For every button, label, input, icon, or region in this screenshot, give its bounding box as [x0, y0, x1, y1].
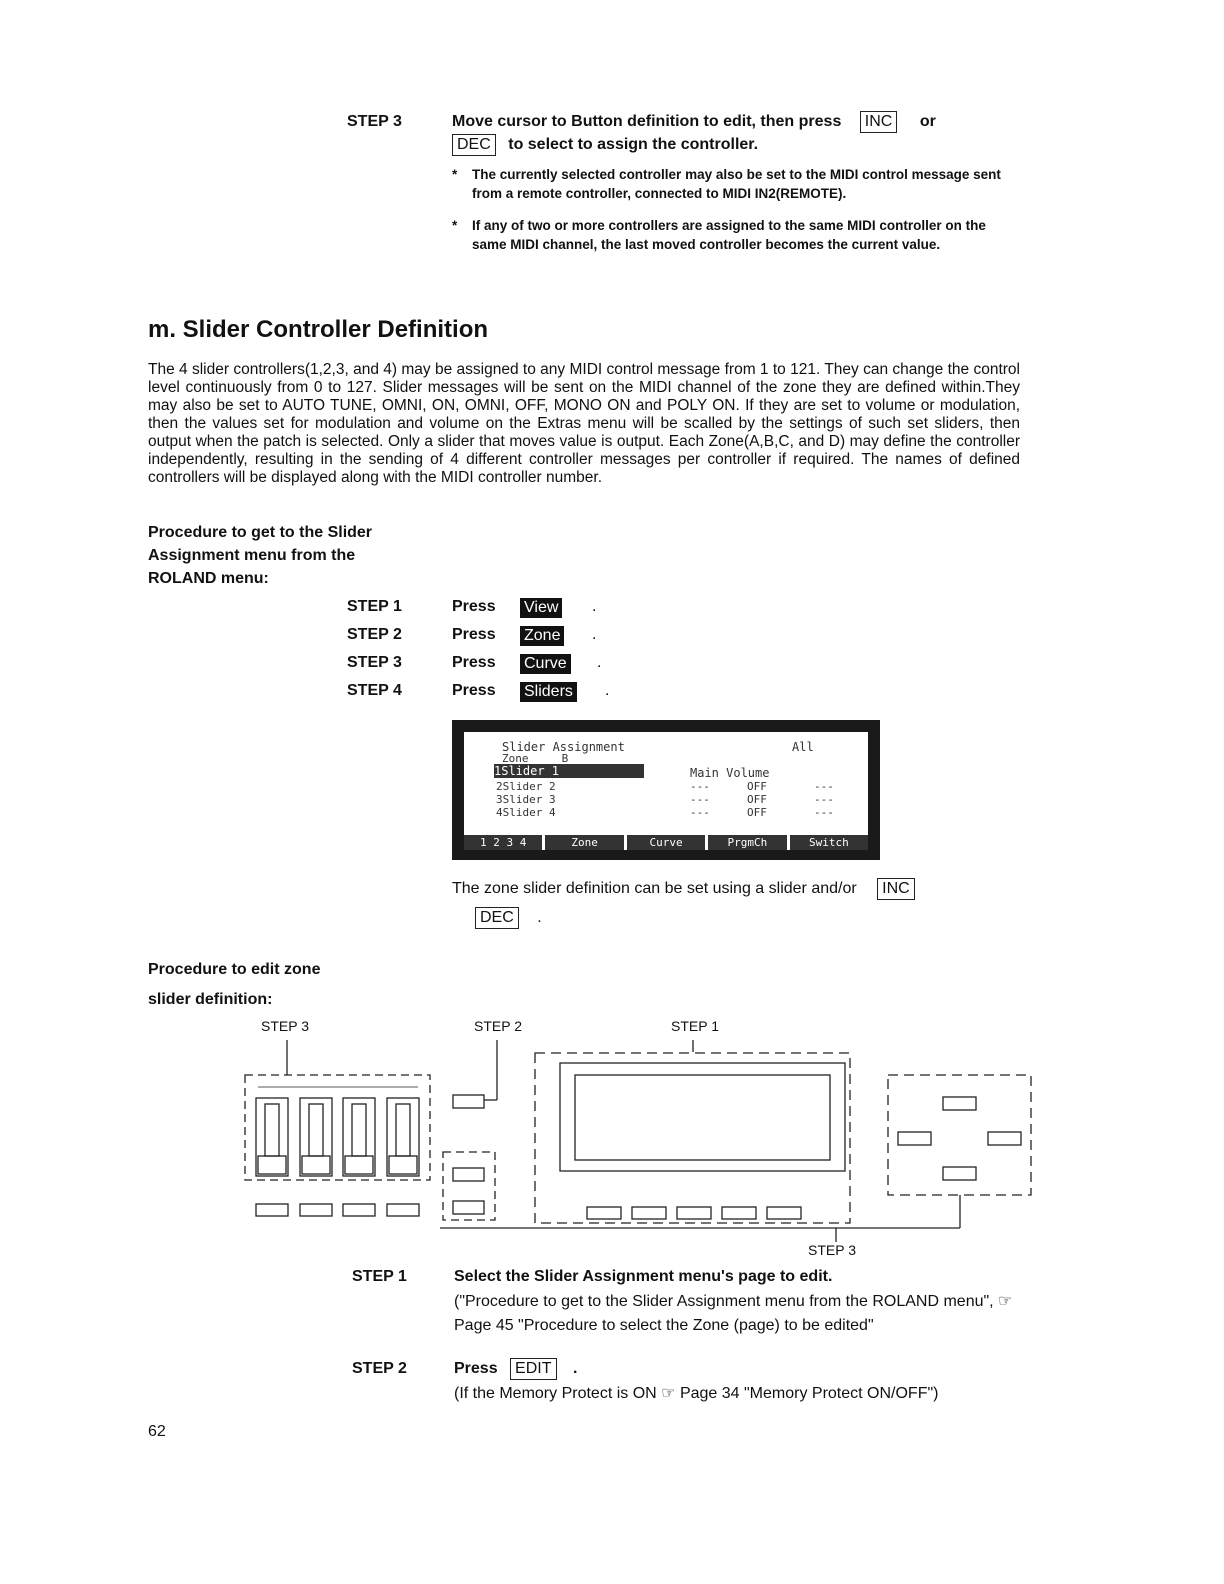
sliders-softkey: Sliders	[520, 682, 577, 702]
view-softkey: View	[520, 598, 562, 618]
lcd-menu-tab: Curve	[627, 835, 705, 850]
section-title: m. Slider Controller Definition	[148, 316, 489, 343]
lcd-menu-tab: PrgmCh	[708, 835, 786, 850]
bottom-step1-title: Select the Slider Assignment menu's page to edit.	[454, 1268, 833, 1285]
note-bullet-2: *	[452, 218, 458, 233]
diagram-step3-left: STEP 3	[261, 1018, 309, 1034]
bottom-step1-detail: ("Procedure to get to the Slider Assignment menu from the ROLAND menu", ☞ Page 45 "Procedure to select the Zone (page) to be edited"	[454, 1293, 1013, 1334]
proc1-step: STEP 2 Press Zone .	[347, 626, 597, 644]
proc1-step: STEP 3 Press Curve .	[347, 654, 602, 672]
lcd-selected-row: 1Slider 1	[494, 764, 644, 778]
lcd-screen: Slider Assignment All Zone B 1Slider 1 Main Volume 2Slider 2 --- OFF --- 3Slider 3 --- OFF --- 4Slider 4 --- OFF --- 1 2 3 4 Zone Curve PrgmCh Switch	[464, 732, 868, 850]
proc1-step: STEP 4 Press Sliders .	[347, 682, 610, 700]
procedure1-heading: Procedure to get to the Slider Assignment menu from the ROLAND menu:	[148, 524, 373, 587]
zone-softkey: Zone	[520, 626, 564, 646]
note-2: If any of two or more controllers are assigned to the same MIDI controller on the same MIDI channel, the last moved controller becomes the current value.	[472, 218, 986, 252]
dec-key: DEC	[475, 907, 519, 929]
after-lcd-line1: The zone slider definition can be set using a slider and/or INC	[452, 878, 915, 900]
page-number: 62	[148, 1423, 166, 1440]
edit-key: EDIT	[510, 1358, 556, 1380]
inc-key: INC	[877, 878, 915, 900]
dec-key: DEC	[452, 134, 496, 156]
note-bullet-1: *	[452, 167, 458, 182]
procedure2-heading: Procedure to edit zone slider definition:	[148, 961, 321, 1008]
top-instruction-line1: Move cursor to Button definition to edit, then press INC or	[452, 111, 936, 133]
inc-key: INC	[860, 111, 898, 133]
diagram-step1: STEP 1	[671, 1018, 719, 1034]
lcd-menu-tab: Zone	[545, 835, 623, 850]
diagram-step2: STEP 2	[474, 1018, 522, 1034]
lcd-menu-tab: Switch	[790, 835, 868, 850]
proc1-step: STEP 1 Press View .	[347, 598, 597, 616]
note-1: The currently selected controller may also be set to the MIDI control message sent from a remote controller, connected to MIDI IN2(REMOTE).	[472, 167, 1001, 201]
top-step-label: STEP 3	[347, 113, 402, 130]
bottom-step1-label: STEP 1	[352, 1268, 407, 1285]
top-instruction-line2: DEC to select to assign the controller.	[452, 134, 758, 156]
diagram-step3-bottom: STEP 3	[808, 1242, 856, 1258]
bottom-step2-detail: (If the Memory Protect is ON ☞ Page 34 "Memory Protect ON/OFF")	[454, 1385, 939, 1402]
curve-softkey: Curve	[520, 654, 571, 674]
section-body: The 4 slider controllers(1,2,3, and 4) may be assigned to any MIDI control message from 1 to 121. They can change the control level continuously from 0 to 127. Slider messages will be sent on the MIDI channel of the zone they are defined within.They may also be set to AUTO TUNE, OMNI, ON, OMNI, OFF, MONO ON and POLY ON. If they are set to volume or modulation, then the values set for modulation and volume on the Extras menu will be scalled by the settings of such set sliders, then output when the patch is selected. Only a slider that moves value is output. Each Zone(A,B,C, and D) may define the controller independently, resulting in the sending of 4 different controller messages per controller if required. The names of defined controllers will be displayed along with the MIDI controller number.	[148, 361, 1020, 486]
after-lcd-line2: DEC .	[475, 907, 542, 929]
lcd-menu-tab: 1 2 3 4	[464, 835, 542, 850]
bottom-step2-label: STEP 2	[352, 1360, 407, 1377]
bottom-step2-press: Press EDIT .	[454, 1358, 577, 1380]
